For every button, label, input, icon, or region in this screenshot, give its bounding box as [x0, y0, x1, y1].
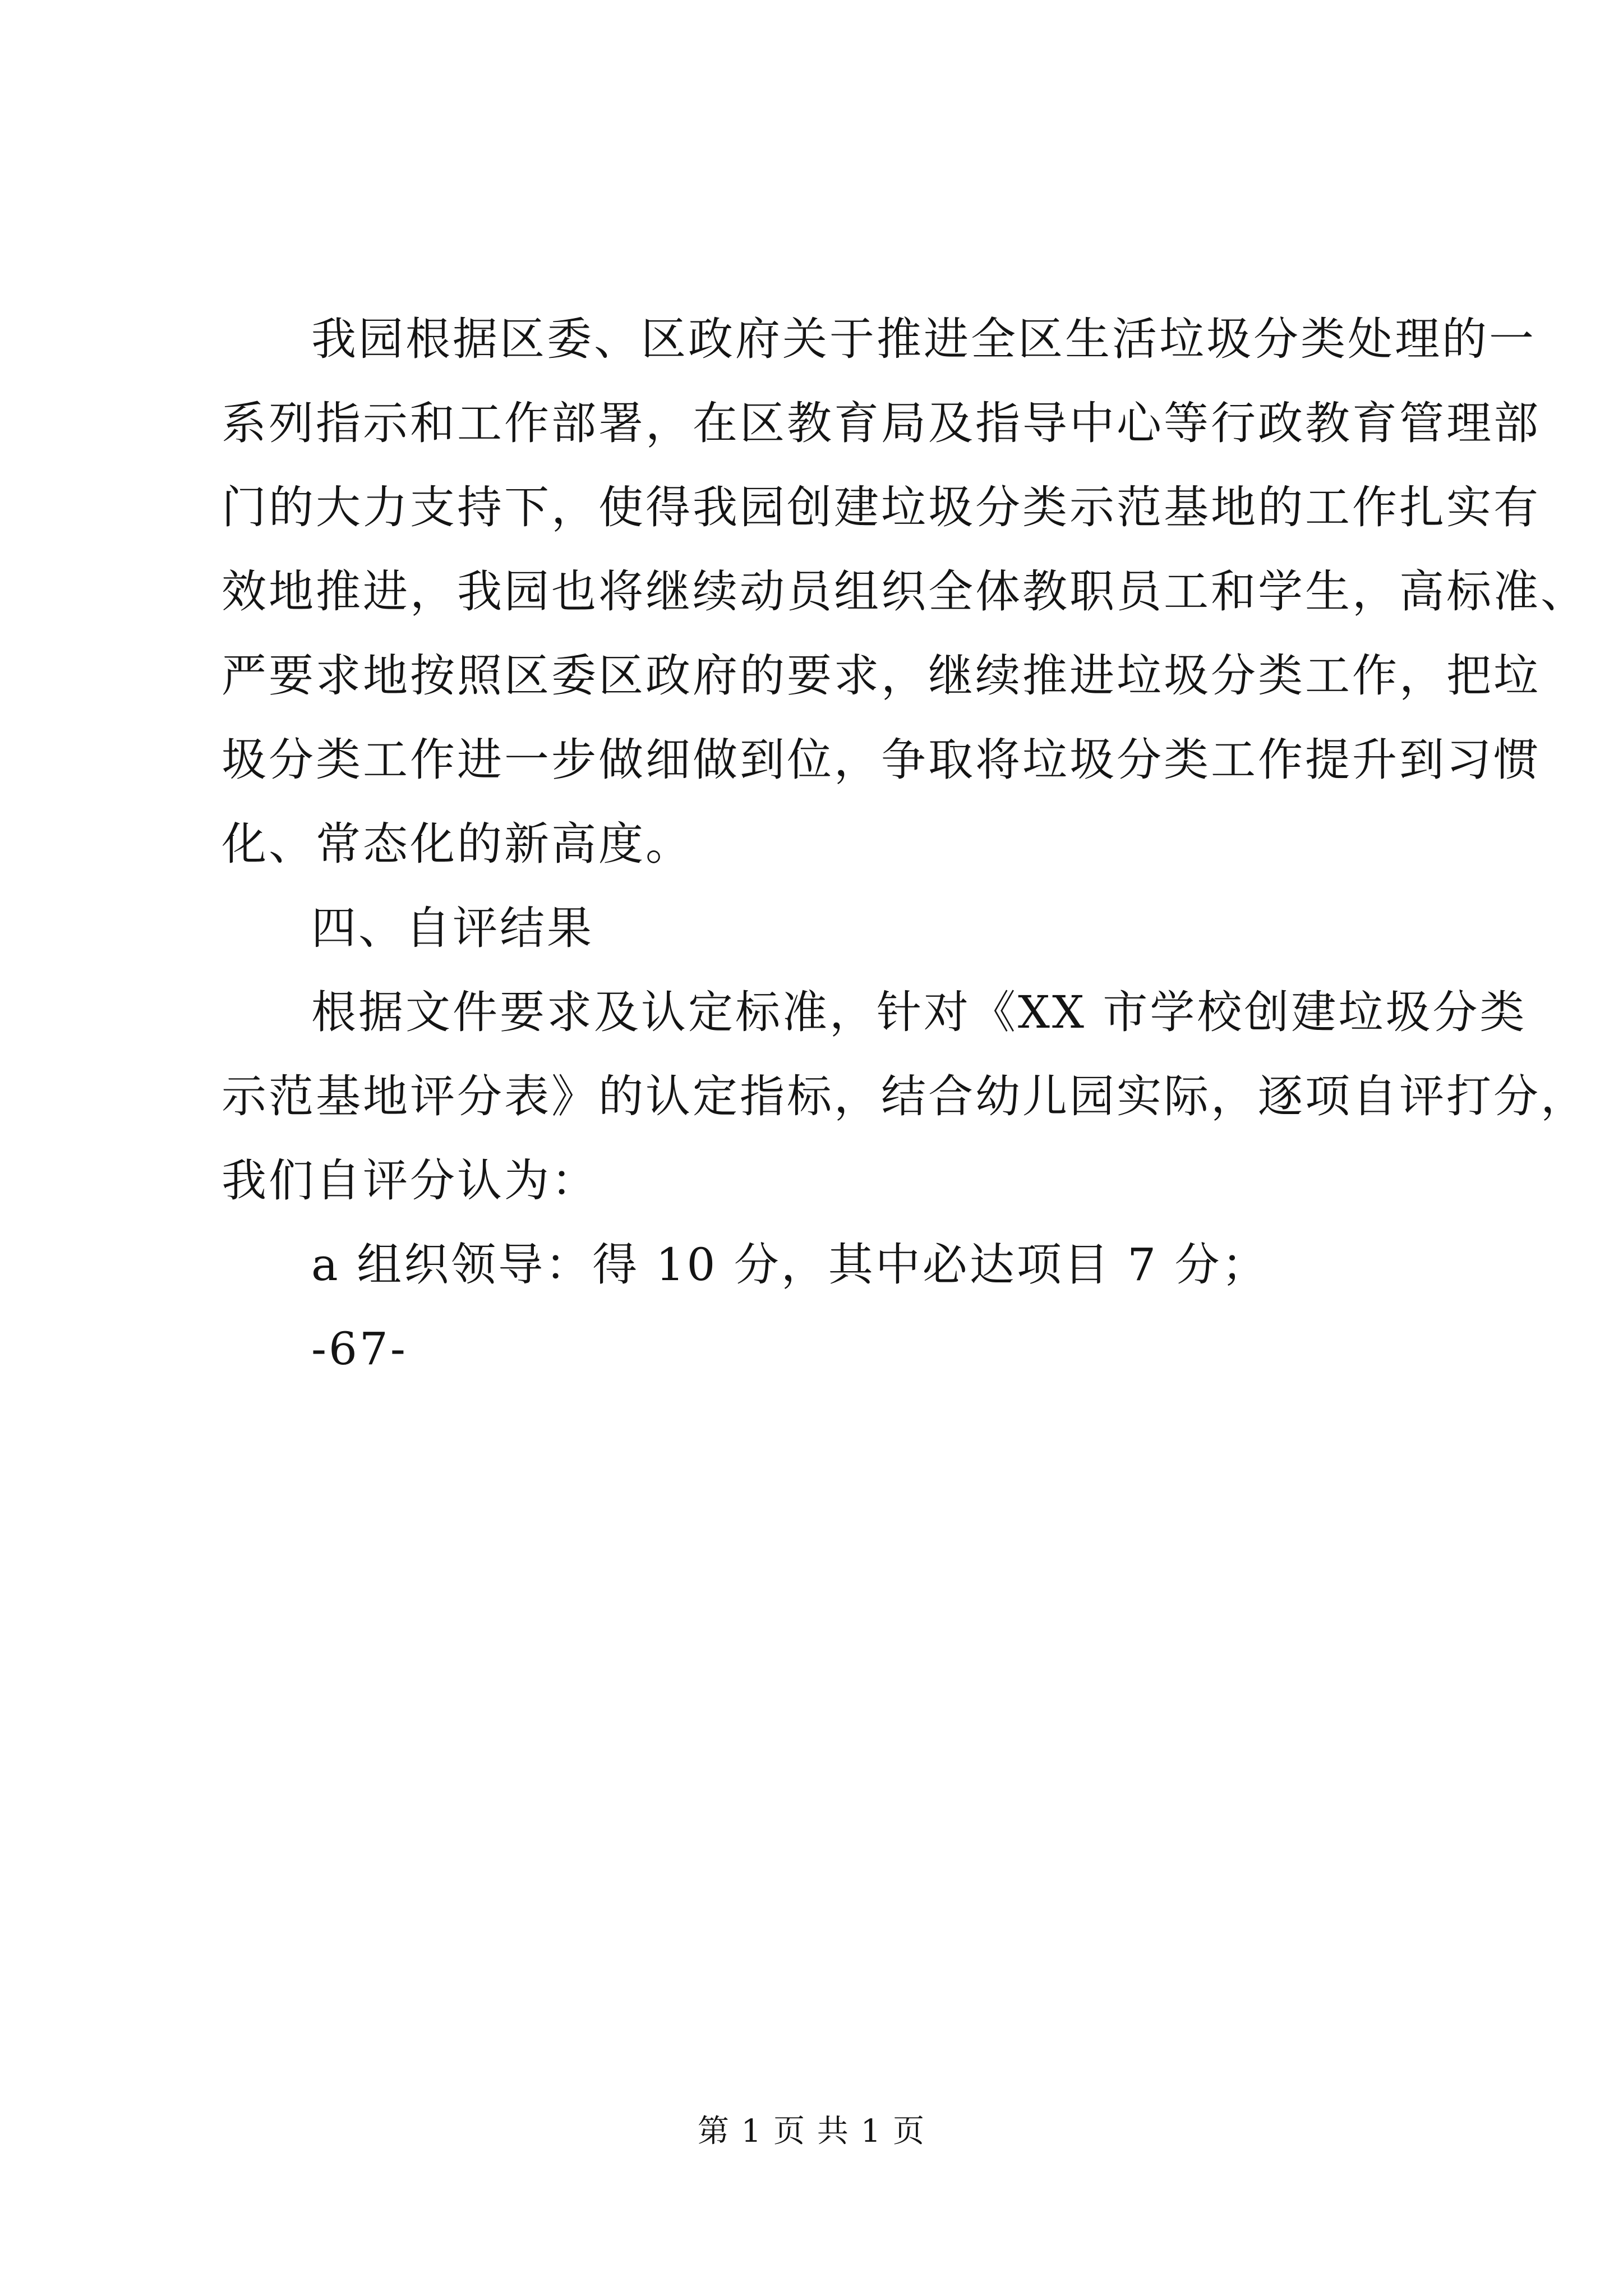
paragraph-1-line: 我园根据区委、区政府关于推进全区生活垃圾分类处理的一	[311, 313, 1536, 365]
section-heading: 四、自评结果	[311, 902, 594, 954]
paragraph-1-line: 系列指示和工作部署，在区教育局及指导中心等行政教育管理部	[222, 397, 1541, 449]
paragraph-1-line: 化、常态化的新高度。	[222, 818, 693, 870]
paragraph-2-line: 根据文件要求及认定标准，针对《XX 市学校创建垃圾分类	[311, 986, 1527, 1038]
paragraph-1-line: 严要求地按照区委区政府的要求，继续推进垃圾分类工作，把垃	[222, 650, 1541, 702]
page-footer: 第 1 页 共 1 页	[697, 2113, 926, 2150]
paragraph-1-line: 圾分类工作进一步做细做到位，争取将垃圾分类工作提升到习惯	[222, 734, 1541, 786]
page-marker: -67-	[311, 1323, 408, 1375]
paragraph-1-line: 效地推进，我园也将继续动员组织全体教职员工和学生，高标准、	[222, 565, 1588, 618]
list-item-a: a 组织领导：得 10 分，其中必达项目 7 分；	[311, 1239, 1269, 1291]
paragraph-2	[222, 970, 1588, 1223]
paragraph-1-line: 门的大力支持下，使得我园创建垃圾分类示范基地的工作扎实有	[222, 481, 1541, 533]
document-body	[222, 297, 1588, 1391]
paragraph-2-line: 我们自评分认为：	[222, 1154, 598, 1207]
paragraph-1	[222, 297, 1588, 886]
paragraph-2-line: 示范基地评分表》的认定指标，结合幼儿园实际，逐项自评打分，	[222, 1070, 1588, 1122]
